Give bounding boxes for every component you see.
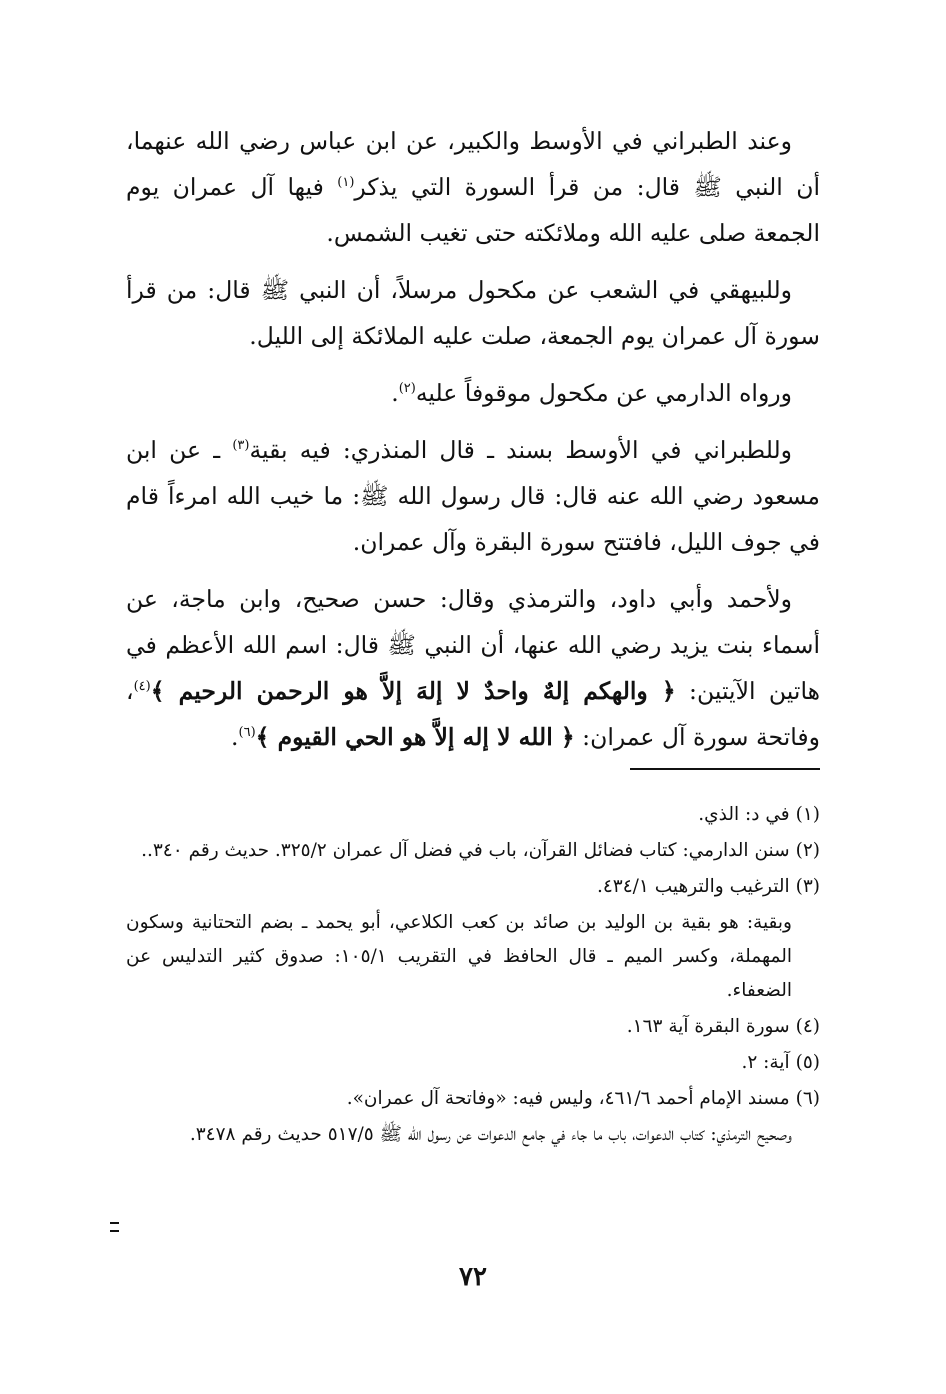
paragraph [126,370,820,416]
main-text [126,118,820,771]
footnote-number: (٥) [795,1052,820,1073]
paragraph-text: ، وفاتحة سورة آل عمران: [126,677,820,751]
footnote-number: (٤) [795,1016,820,1037]
footnote-text: في د: الذي. [698,804,790,825]
paragraph-text: . [391,379,399,407]
footnote-text: وصحيح الترمذي: كتاب الدعوات، باب ما جاء في جامع الدعوات عن رسول الله ﷺ ٥١٧/٥ حديث رقم ٣٤٧٨. [189,1124,792,1145]
footnote-ref: (٢) [398,381,416,397]
footnote-number: (١) [795,804,820,825]
paragraph [126,576,820,760]
footnote-number: (٣) [795,876,820,897]
paragraph-text: فيها آل عمران يوم الجمعة صلى عليه الله وملائكته حتى تغيب الشمس. [126,173,820,247]
footnotes [126,798,820,1154]
footnote-separator [630,768,820,770]
paragraph-text: ورواه الدارمي عن مكحول موقوفاً عليه [415,379,792,407]
footnote-ref: (٣) [232,438,250,454]
footnote [126,1082,820,1116]
paragraph-text: ولأحمد وأبي داود، والترمذي وقال: حسن صحيح، وابن ماجة، عن أسماء بنت يزيد رضي الله عنها، أن النبي ﷺ قال: اسم الله الأعظم في هاتين الآيتين: [126,585,820,705]
footnote-text: الترغيب والترهيب ٤٣٤/١. [596,876,790,897]
footnote-text: مسند الإمام أحمد ٤٦١/٦، وليس فيه: «وفاتحة آل عمران». [346,1088,790,1109]
footnote-text: وبقية: هو بقية بن الوليد بن صائد بن كعب الكلاعي، أبو يحمد ـ بضم التحتانية وسكون المهملة، وكسر الميم ـ قال الحافظ في التقريب ١٠٥/١: صدوق كثير التدليس عن الضعفاء. [126,912,792,1001]
footnote-ref: (٤) [133,679,151,695]
quran-verse: ﴿ والهكم إلهٌ واحدٌ لا إلهَ إلاَّ هو الرحمن الرحيم ﴾ [150,677,676,705]
footnote [126,906,792,1008]
footnote [126,870,820,904]
paragraph-text: وللطبراني في الأوسط بسند ـ قال المنذري: فيه بقية [249,436,792,464]
footnote-text: سنن الدارمي: كتاب فضائل القرآن، باب في فضل آل عمران ٣٢٥/٢. حديث رقم ٣٤٠.. [141,840,790,861]
footnote-number: (٢) [795,840,820,861]
paragraph-text: وللبيهقي في الشعب عن مكحول مرسلاً، أن النبي ﷺ قال: من قرأ سورة آل عمران يوم الجمعة، صلت عليه الملائكة إلى الليل. [126,276,820,350]
paragraph-text: ـ عن ابن مسعود رضي الله عنه قال: قال رسول الله ﷺ: ما خيب الله امرءاً قام في جوف الليل، فافتتح سورة البقرة وآل عمران. [126,436,820,556]
margin-mark [110,1222,119,1232]
footnote [126,1118,792,1152]
footnote-text: آية: ٢. [741,1052,790,1073]
footnote [126,834,820,868]
footnote-text: سورة البقرة آية ١٦٣. [626,1016,790,1037]
footnote-ref: (٦) [238,725,256,741]
footnote [126,798,820,832]
paragraph-text: . [231,723,239,751]
quran-verse: ﴿ الله لا إله إلاَّ هو الحي القيوم ﴾ [255,723,575,751]
footnote-number: (٦) [795,1088,820,1109]
paragraph [126,427,820,565]
footnote [126,1046,820,1080]
paragraph [126,118,820,256]
paragraph [126,267,820,359]
footnote [126,1010,820,1044]
paragraph-text: وعند الطبراني في الأوسط والكبير، عن ابن عباس رضي الله عنهما، أن النبي ﷺ قال: من قرأ السورة التي يذكر [126,127,820,201]
page-number: ٧٢ [459,1262,487,1292]
footnote-ref: (١) [337,175,355,191]
